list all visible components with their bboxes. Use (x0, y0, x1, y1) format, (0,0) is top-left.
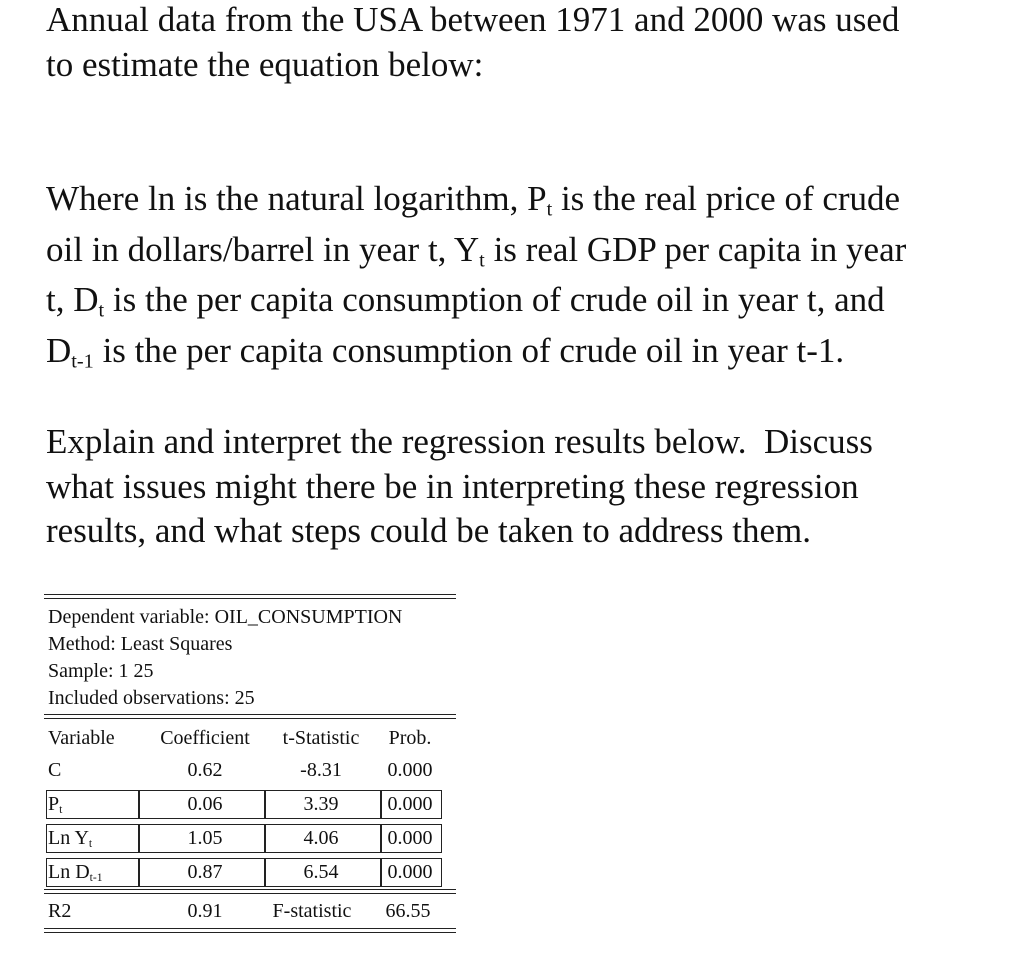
double-rule (44, 928, 456, 933)
intro-line-1: Annual data from the USA between 1971 and 2000 was used (46, 0, 900, 39)
question-paragraph (46, 420, 1006, 554)
f-stat-label: F-statistic (272, 900, 352, 922)
row-prob: 0.000 (387, 861, 433, 883)
def-text: is the per capita consumption of crude oil in year t-1. (93, 330, 845, 370)
r2-value: 0.91 (187, 900, 223, 922)
regression-output (44, 594, 456, 933)
method: Method: Least Squares (48, 633, 233, 655)
definitions-paragraph (46, 174, 1006, 376)
def-text: is the per capita consumption of crude oil in year t, and (104, 280, 885, 319)
question-line-3: results, and what steps could be taken to address them. (46, 511, 811, 550)
row-tstat: -8.31 (300, 759, 342, 781)
row-prob: 0.000 (387, 827, 433, 849)
def-text: Where ln is the natural logarithm, P (46, 179, 547, 218)
row-variable (48, 793, 62, 816)
def-text: is the real price of crude (552, 179, 901, 218)
header-tstat: t-Statistic (282, 727, 360, 749)
row-variable (48, 827, 92, 850)
subscript: t (88, 837, 93, 851)
row-tstat: 3.39 (303, 793, 339, 815)
table-row (44, 821, 456, 855)
subscript: t (98, 299, 105, 322)
subscript: t-1 (89, 871, 103, 885)
variable-name: Ln D (48, 861, 90, 883)
row-coefficient: 1.05 (187, 827, 223, 849)
r2-label: R2 (48, 900, 72, 922)
question-line-2: what issues might there be in interpreting these regression (46, 466, 859, 506)
subscript: t (479, 249, 485, 272)
subscript: t (546, 198, 553, 221)
table-footer (44, 894, 456, 928)
table-row (44, 855, 456, 889)
row-coefficient: 0.87 (187, 861, 223, 883)
row-prob: 0.000 (387, 759, 433, 781)
row-coefficient: 0.06 (187, 793, 223, 815)
f-stat-value: 66.55 (385, 900, 431, 922)
def-text: D (46, 330, 72, 370)
row-coefficient: 0.62 (187, 759, 223, 781)
variable-name: Ln Y (48, 827, 89, 849)
header-coefficient: Coefficient (160, 727, 250, 749)
variable-name: P (48, 793, 60, 815)
table-header (44, 719, 456, 753)
row-variable (48, 861, 103, 884)
observations: Included observations: 25 (48, 687, 255, 709)
row-variable: C (48, 759, 62, 781)
intro-line-2: to estimate the equation below: (46, 45, 484, 84)
subscript: t (59, 803, 63, 817)
sample: Sample: 1 25 (48, 660, 154, 682)
row-prob: 0.000 (387, 793, 433, 815)
header-prob: Prob. (388, 727, 432, 749)
dependent-variable: Dependent variable: OIL_CONSUMPTION (48, 606, 403, 628)
table-row (44, 787, 456, 821)
regression-meta (44, 599, 456, 714)
intro-paragraph (46, 0, 1006, 87)
def-text: is real GDP per capita in year (484, 229, 907, 269)
def-text: oil in dollars/barrel in year t, Y (46, 229, 480, 269)
subscript: t-1 (71, 350, 94, 373)
question-line-1: Explain and interpret the regression results below. Discuss (46, 422, 873, 461)
def-text: t, D (46, 280, 99, 319)
header-variable: Variable (48, 727, 115, 749)
table-row (44, 753, 456, 787)
row-tstat: 4.06 (303, 827, 339, 849)
row-tstat: 6.54 (303, 861, 339, 883)
